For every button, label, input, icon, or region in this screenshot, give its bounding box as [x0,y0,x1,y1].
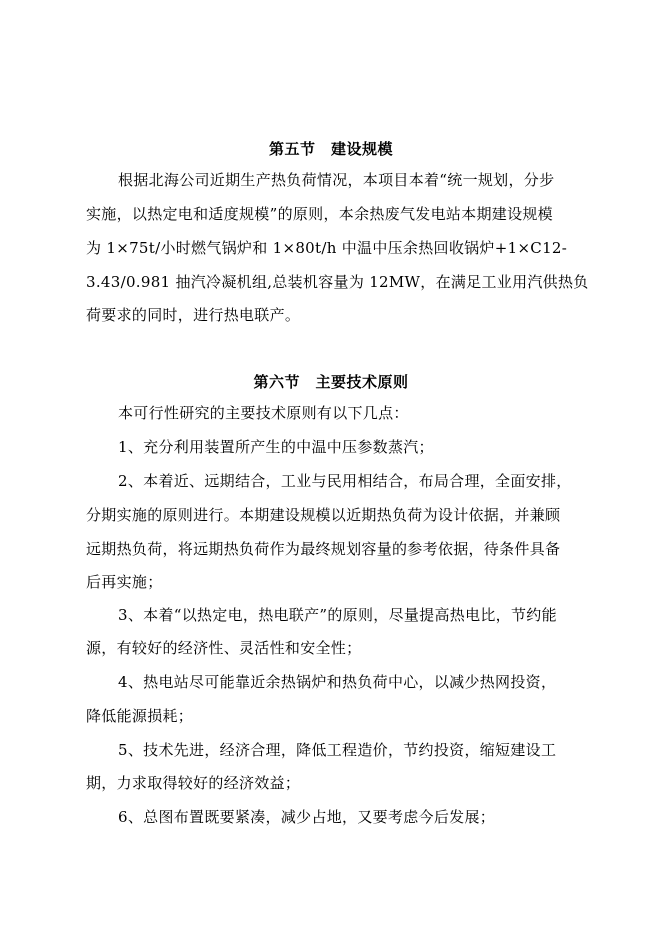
principle-1-line: 1、充分利用装置所产生的中温中压参数蒸汽； [118,438,434,456]
principle-2-line: 后再实施； [86,573,163,591]
section-6-heading: 第六节 主要技术原则 [253,373,409,391]
principle-2-line: 远期热负荷，将远期热负荷作为最终规划容量的参考依据，待条件具备 [86,540,561,558]
section-5-paragraph-line: 为 1×75t/小时燃气锅炉和 1×80t/h 中温中压余热回收锅炉+1×C12- [86,239,568,257]
principle-2-line: 分期实施的原则进行。本期建设规模以近期热负荷为设计依据，并兼顾 [86,506,561,524]
principle-4-line: 4、热电站尽可能靠近余热锅炉和热负荷中心，以减少热网投资， [118,673,557,691]
principle-6-line: 6、总图布置既要紧凑，减少占地，又要考虑今后发展； [118,808,496,826]
principle-4-line: 降低能源损耗； [86,707,194,725]
principle-5-line: 期，力求取得较好的经济效益； [86,774,301,792]
section-5-paragraph-line: 3.43/0.981 抽汽冷凝机组,总装机容量为 12MW，在满足工业用汽供热负 [86,273,589,291]
principle-3-line: 3、本着“以热定电，热电联产”的原则，尽量提高热电比，节约能 [118,606,557,624]
principle-3-line: 源，有较好的经济性、灵活性和安全性； [86,639,362,657]
section-5-paragraph-line: 荷要求的同时，进行热电联产。 [86,306,301,324]
section-5-paragraph-line: 实施，以热定电和适度规模”的原则，本余热废气发电站本期建设规模 [86,205,553,223]
principle-5-line: 5、技术先进，经济合理，降低工程造价，节约投资，缩短建设工 [118,741,557,759]
section-6-intro-line: 本可行性研究的主要技术原则有以下几点： [118,404,409,422]
section-5-heading: 第五节 建设规模 [268,140,393,158]
principle-2-line: 2、本着近、远期结合，工业与民用相结合，布局合理，全面安排， [118,472,572,490]
section-5-paragraph-line: 根据北海公司近期生产热负荷情况，本项目本着“统一规划，分步 [118,171,555,189]
